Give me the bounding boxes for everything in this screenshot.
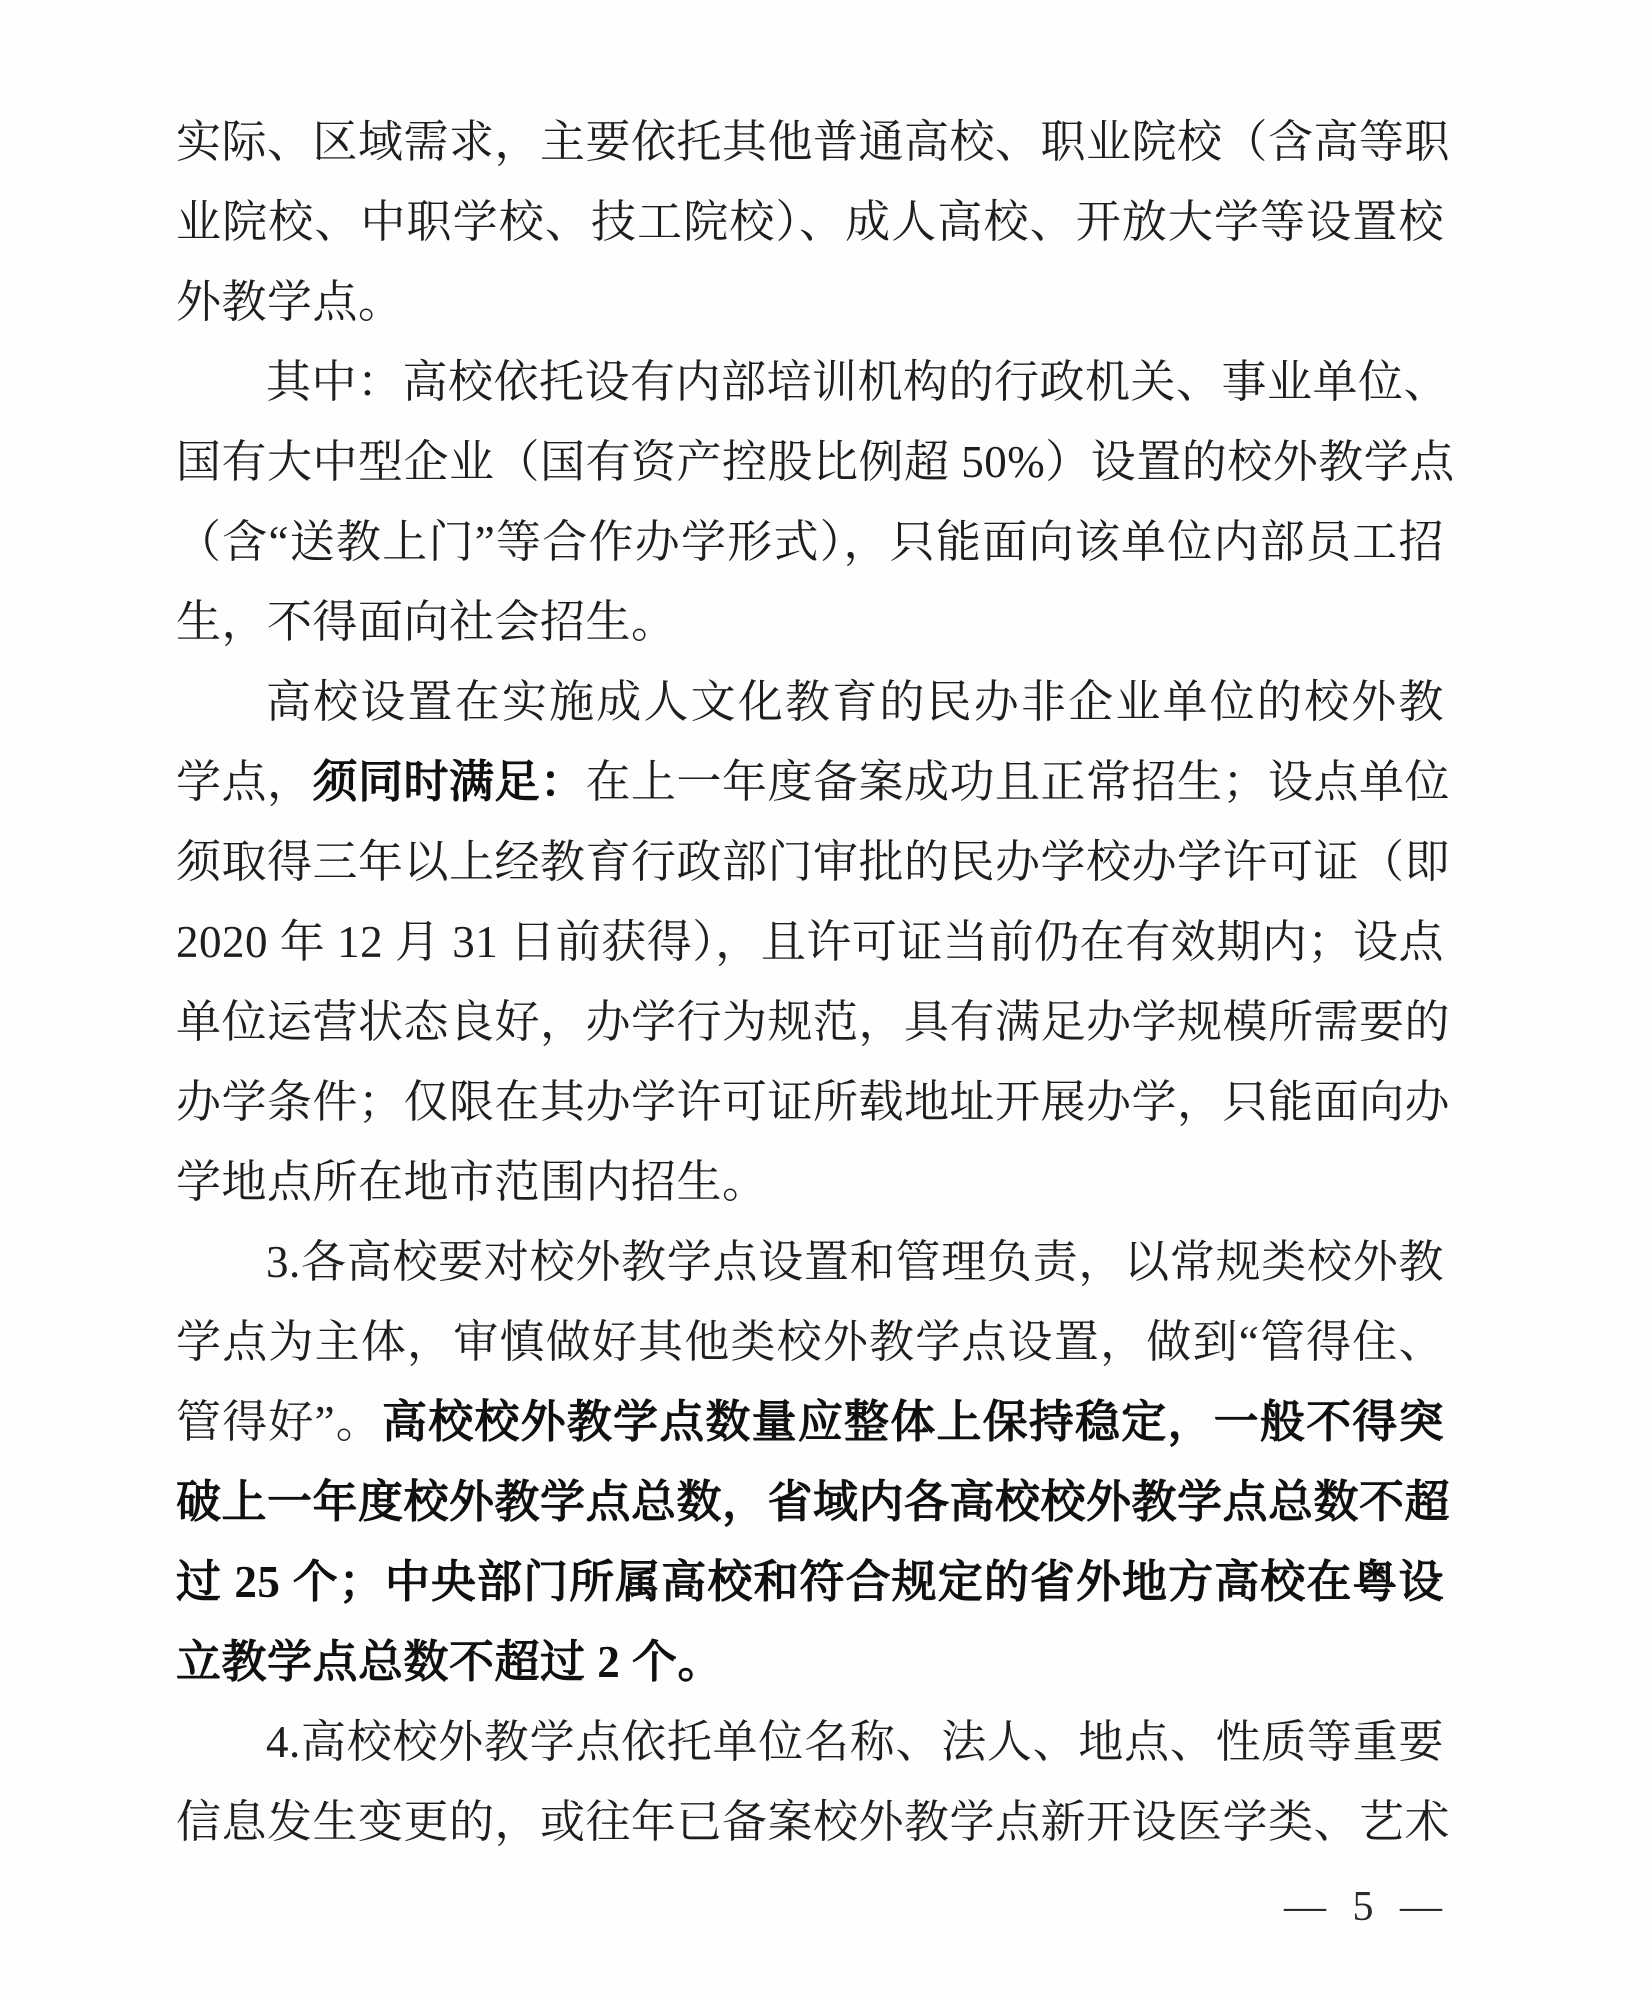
bold-text-run: 过 25 个；中央部门所属高校和符合规定的省外地方高校在粤设 (176, 1557, 1444, 1607)
text-line (176, 1622, 1444, 1702)
text-line (176, 1142, 1444, 1222)
text-line (176, 1382, 1444, 1462)
text-run: 管得好”。 (176, 1397, 382, 1447)
bold-text-run: 高校校外教学点数量应整体上保持稳定，一般不得突 (382, 1397, 1444, 1447)
text-run: 学地点所在地市范围内招生。 (176, 1157, 768, 1207)
page-number: — 5 — (1284, 1884, 1450, 1930)
bold-text-run: 须同时满足： (312, 757, 586, 807)
text-line (176, 1782, 1451, 1862)
text-run: 3.各高校要对校外教学点设置和管理负责，以常规类校外教 (266, 1237, 1444, 1287)
text-run: 国有大中型企业（国有资产控股比例超 50%）设置的校外教学点 (176, 437, 1455, 487)
text-run: 其中：高校依托设有内部培训机构的行政机关、事业单位、 (266, 357, 1450, 407)
text-line (176, 822, 1451, 902)
bold-text-run: 立教学点总数不超过 2 个。 (176, 1637, 724, 1687)
text-run: 生，不得面向社会招生。 (176, 597, 677, 647)
text-line (176, 1702, 1444, 1782)
text-run: 办学条件；仅限在其办学许可证所载地址开展办学，只能面向办 (176, 1077, 1451, 1127)
text-run: 学点， (176, 757, 313, 807)
text-run: 4.高校校外教学点依托单位名称、法人、地点、性质等重要 (266, 1717, 1444, 1767)
text-line (176, 262, 1444, 342)
text-line (176, 1462, 1451, 1542)
text-run: 学点为主体，审慎做好其他类校外教学点设置，做到“管得住、 (176, 1317, 1444, 1367)
text-line (176, 902, 1444, 982)
text-run: 高校设置在实施成人文化教育的民办非企业单位的校外教 (266, 677, 1444, 727)
text-block (176, 102, 1455, 1862)
text-line (176, 422, 1455, 502)
text-line (176, 742, 1451, 822)
text-line (176, 1542, 1444, 1622)
text-run: 须取得三年以上经教育行政部门审批的民办学校办学许可证（即 (176, 837, 1451, 887)
text-run: 实际、区域需求，主要依托其他普通高校、职业院校（含高等职 (176, 117, 1451, 167)
text-run: 2020 年 12 月 31 日前获得），且许可证当前仍在有效期内；设点 (176, 917, 1444, 967)
text-line (176, 582, 1444, 662)
text-line (176, 102, 1451, 182)
text-line (176, 1222, 1444, 1302)
text-line (176, 982, 1451, 1062)
text-run: 外教学点。 (176, 277, 404, 327)
text-line (176, 1062, 1451, 1142)
text-run: 单位运营状态良好，办学行为规范，具有满足办学规模所需要的 (176, 997, 1451, 1047)
text-run: 业院校、中职学校、技工院校）、成人高校、开放大学等设置校 (176, 197, 1444, 247)
bold-text-run: 破上一年度校外教学点总数，省域内各高校校外教学点总数不超 (176, 1477, 1451, 1527)
text-line (176, 662, 1444, 742)
text-line (176, 182, 1444, 262)
text-line (176, 1302, 1444, 1382)
text-run: （含“送教上门”等合作办学形式），只能面向该单位内部员工招 (176, 517, 1444, 567)
text-line (176, 342, 1450, 422)
text-line (176, 502, 1444, 582)
text-run: 在上一年度备案成功且正常招生；设点单位 (585, 757, 1451, 807)
text-run: 信息发生变更的，或往年已备案校外教学点新开设医学类、艺术 (176, 1797, 1451, 1847)
